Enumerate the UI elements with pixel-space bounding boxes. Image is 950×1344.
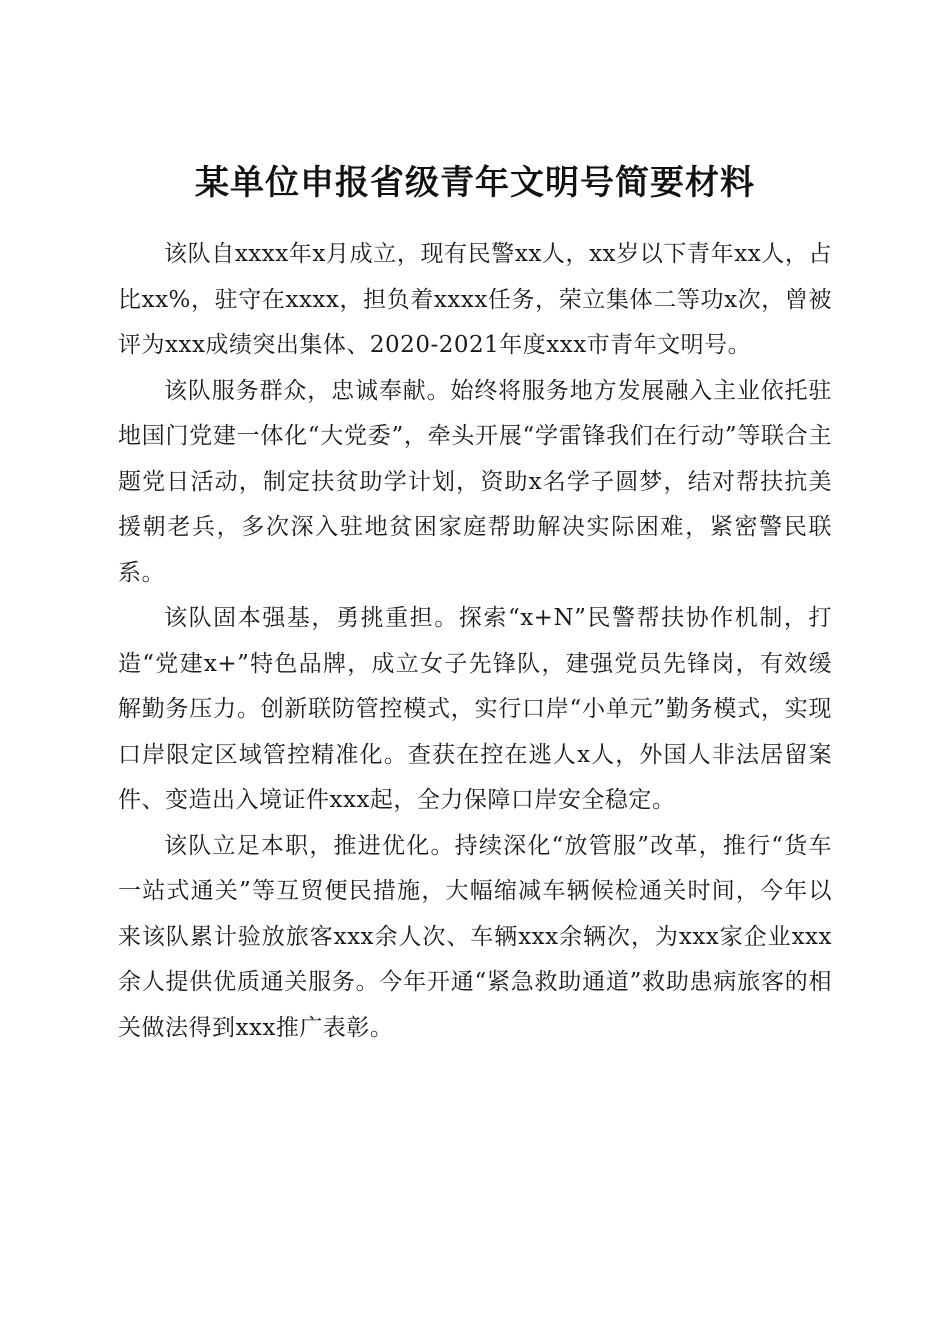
document-title: 某单位申报省级青年文明号简要材料 <box>195 162 755 203</box>
paragraph-optimization: 该队立足本职，推进优化。持续深化“放管服”改革，推行“货车一站式通关”等互贸便民措施，大幅缩减车辆候检通关时间，今年以来该队累计验放旅客xxx余人次、车辆xxx余辆次，为xxx家企业xxx余人提供优质通关服务。今年开通“紧急救助通道”救助患病旅客的相关做法得到xxx推广表彰。 <box>118 832 832 1041</box>
paragraph-service: 该队服务群众，忠诚奉献。始终将服务地方发展融入主业依托驻地国门党建一体化“大党委”，牵头开展“学雷锋我们在行动”等联合主题党日活动，制定扶贫助学计划，资助x名学子圆梦，结对帮扶抗美援朝老兵，多次深入驻地贫困家庭帮助解决实际困难，紧密警民联系。 <box>118 377 832 586</box>
paragraph-intro: 该队自xxxx年x月成立，现有民警xx人，xx岁以下青年xx人，占比xx%，驻守在xxxx，担负着xxxx任务，荣立集体二等功x次，曾被评为xxx成绩突出集体、2020-2021年度xxx市青年文明号。 <box>118 241 832 358</box>
document-body <box>118 232 832 1051</box>
paragraph-foundation: 该队固本强基，勇挑重担。探索“x+N”民警帮扶协作机制，打造“党建x+”特色品牌，成立女子先锋队，建强党员先锋岗，有效缓解勤务压力。创新联防管控模式，实行口岸“小单元”勤务模式，实现口岸限定区域管控精准化。查获在控在逃人x人，外国人非法居留案件、变造出入境证件xxx起，全力保障口岸安全稳定。 <box>118 605 832 813</box>
